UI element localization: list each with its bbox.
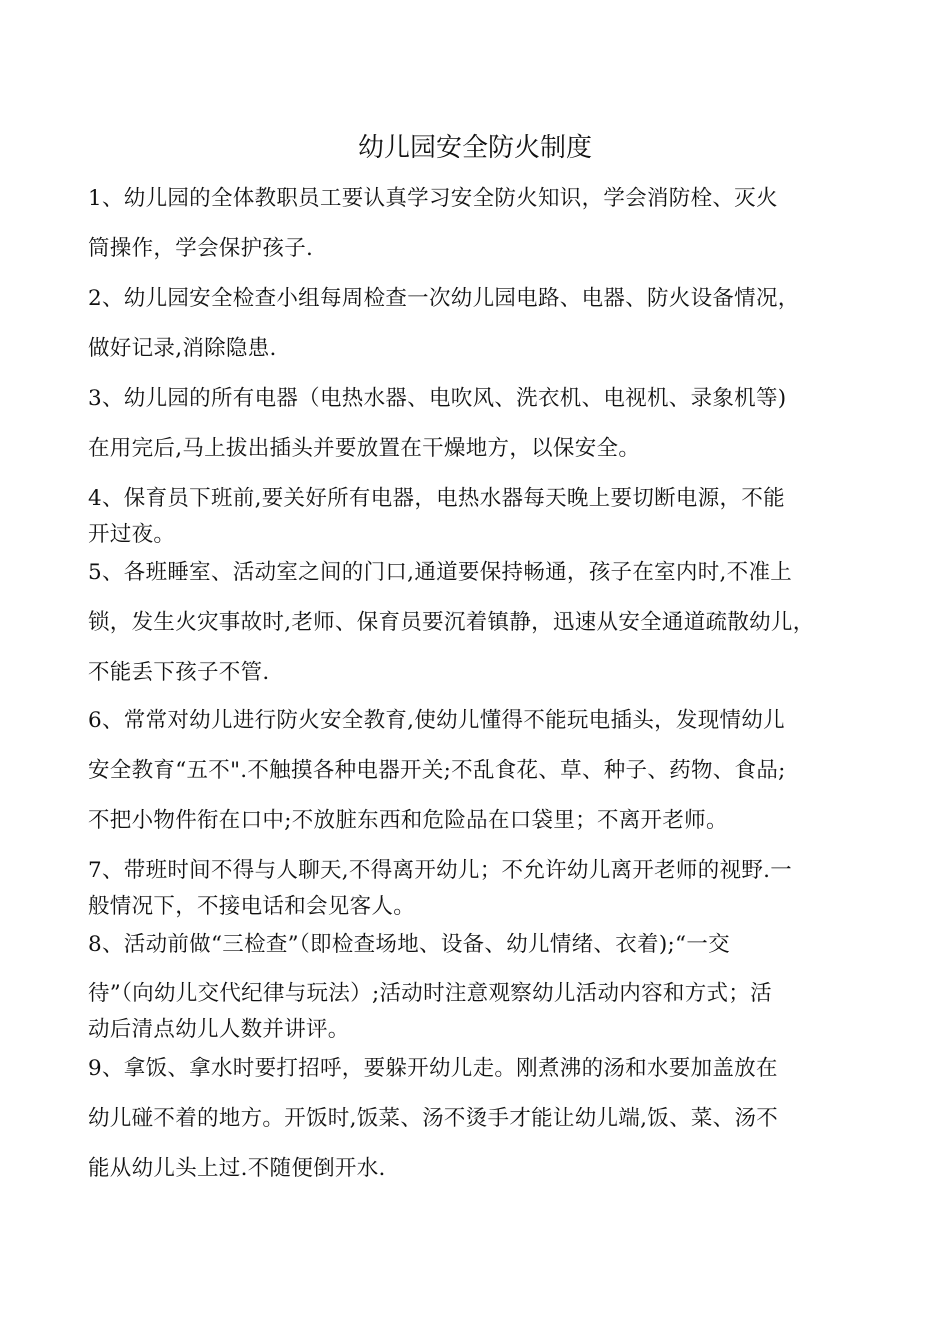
rule-line: 幼儿碰不着的地方。开饭时,饭菜、汤不烫手才能让幼儿端,饭、菜、汤不	[88, 1106, 779, 1131]
rule-line: 7、带班时间不得与人聊天,不得离开幼儿；不允许幼儿离开老师的视野.一	[88, 858, 793, 883]
rule-line: 般情况下，不接电话和会见客人。	[88, 894, 416, 919]
rule-line: 锁，发生火灾事故时,老师、保育员要沉着镇静，迅速从安全通道疏散幼儿，	[88, 610, 815, 635]
rule-item-3	[88, 374, 870, 474]
rule-item-9	[88, 1044, 870, 1194]
rule-line: 在用完后,马上拔出插头并要放置在干燥地方，以保安全。	[88, 436, 641, 461]
rule-line: 筒操作，学会保护孩子.	[88, 236, 314, 261]
rule-item-5	[88, 548, 870, 698]
rule-line: 4、保育员下班前,要关好所有电器，电热水器每天晚上要切断电源，不能	[88, 486, 785, 511]
rule-line: 不把小物件衔在口中;不放脏东西和危险品在口袋里；不离开老师。	[88, 808, 728, 833]
rule-line: 5、各班睡室、活动室之间的门口,通道要保持畅通，孩子在室内时,不准上	[88, 560, 793, 585]
rule-line: 开过夜。	[88, 522, 176, 547]
rule-item-8	[88, 920, 870, 1048]
rule-line: 能从幼儿头上过.不随便倒开水.	[88, 1156, 386, 1181]
rule-line: 2、幼儿园安全检查小组每周检查一次幼儿园电路、电器、防火设备情况，	[88, 286, 800, 311]
rule-line: 9、拿饭、拿水时要打招呼，要躲开幼儿走。刚煮沸的汤和水要加盖放在	[88, 1056, 778, 1081]
rule-item-2	[88, 274, 870, 374]
rule-line: 8、活动前做“三检查”（即检查场地、设备、幼儿情绪、衣着);“一交	[88, 932, 730, 957]
rule-line: 安全教育“五不".不触摸各种电器开关;不乱食花、草、种子、药物、食品;	[88, 758, 786, 783]
rule-line: 待”（向幼儿交代纪律与玩法）;活动时注意观察幼儿活动内容和方式；活	[88, 981, 772, 1006]
rule-line: 6、常常对幼儿进行防火安全教育,使幼儿懂得不能玩电插头，发现情幼儿	[88, 708, 785, 733]
rule-line: 3、幼儿园的所有电器（电热水器、电吹风、洗衣机、电视机、录象机等)	[88, 386, 787, 411]
rule-line: 做好记录,消除隐患.	[88, 336, 277, 361]
rule-line: 动后清点幼儿人数并讲评。	[88, 1017, 350, 1042]
rule-line: 不能丢下孩子不管.	[88, 660, 270, 685]
rule-line: 1、幼儿园的全体教职员工要认真学习安全防火知识，学会消防栓、灭火	[88, 186, 778, 211]
rule-item-7	[88, 853, 870, 925]
rule-item-1	[88, 174, 870, 274]
rule-item-4	[88, 481, 870, 553]
document-title: 幼儿园安全防火制度	[357, 133, 592, 163]
rule-item-6	[88, 696, 870, 846]
